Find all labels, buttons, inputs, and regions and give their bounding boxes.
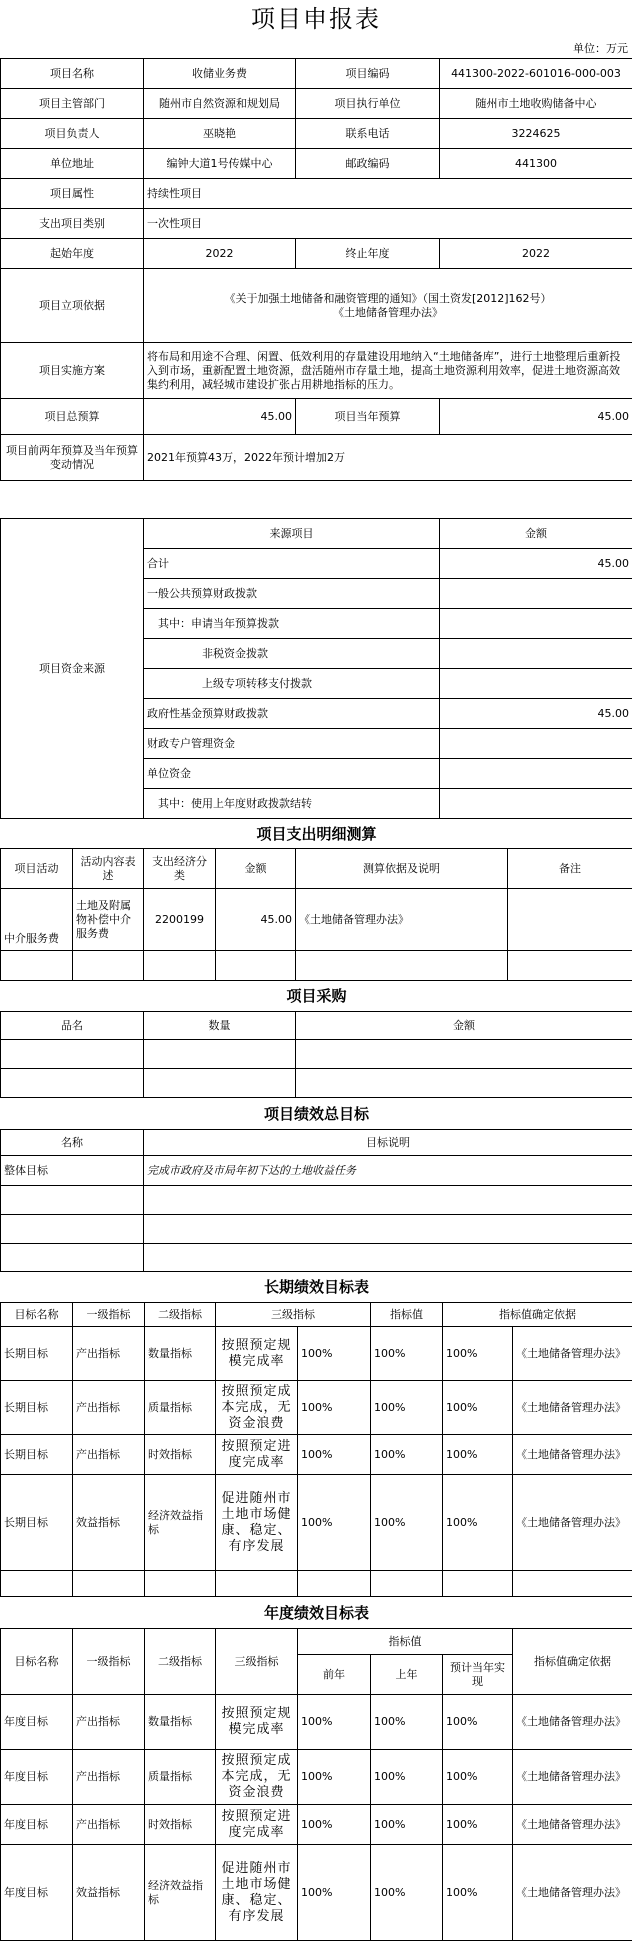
goal-value: 100%: [443, 1381, 513, 1435]
goal-value: 100%: [371, 1695, 443, 1750]
fund-amount: 45.00: [440, 549, 632, 579]
goal-value: 100%: [443, 1695, 513, 1750]
goal-level2: 质量指标: [145, 1750, 216, 1805]
table-row: [1, 435, 632, 481]
field-label: 邮政编码: [296, 149, 440, 179]
col-header: 支出经济分类: [144, 849, 216, 889]
col-header: 金额: [440, 519, 632, 549]
col-header: 指标值: [298, 1629, 513, 1655]
fund-source: 非税资金拨款: [144, 639, 440, 669]
col-subheader: 预计当年实现: [443, 1655, 513, 1695]
table-row: [1, 89, 632, 119]
goal-level1: 效益指标: [73, 1475, 145, 1571]
longterm-goal-table: [0, 1271, 632, 1597]
goal-level1: 产出指标: [73, 1695, 145, 1750]
empty-cell: [216, 1571, 298, 1597]
goal-value: 100%: [298, 1327, 371, 1381]
table-row: [1, 1069, 632, 1098]
goal-value: 100%: [443, 1805, 513, 1845]
expense-basis: 《土地储备管理办法》: [296, 889, 508, 951]
table-row: [1, 1805, 632, 1845]
overall-goal-table: [0, 1097, 632, 1272]
table-row: [1, 1750, 632, 1805]
section-row: [1, 1272, 632, 1303]
col-header: 二级指标: [145, 1629, 216, 1695]
col-header: 一级指标: [73, 1629, 145, 1695]
goal-value: 100%: [443, 1750, 513, 1805]
empty-cell: [73, 1571, 145, 1597]
goal-value: 100%: [298, 1750, 371, 1805]
goal-value: 100%: [371, 1845, 443, 1941]
empty-cell: [1, 1186, 144, 1215]
basis-line: 《土地储备管理办法》: [333, 305, 443, 319]
table-row: [1, 59, 632, 89]
basis-line: 《关于加强土地储备和融资管理的通知》（国土资发[2012]162号）: [224, 291, 552, 305]
col-header: 来源项目: [144, 519, 440, 549]
change-value: 2021年预算43万，2022年预计增加2万: [144, 435, 632, 481]
plan-value: 将布局和用途不合理、闲置、低效利用的存量建设用地纳入“土地储备库”，进行土地整理后重新投入到市场，重新配置土地资源，盘活随州市存量土地，提高土地资源利用效率，促进土地资源高效集约利用，减轻城市建设扩张占用耕地指标的压力。: [144, 343, 632, 399]
empty-cell: [73, 951, 144, 981]
field-label: 项目当年预算: [296, 399, 440, 435]
goal-value: 100%: [443, 1845, 513, 1941]
table-row: [1, 889, 632, 951]
empty-cell: [508, 951, 632, 981]
empty-cell: [1, 1571, 73, 1597]
field-label: 起始年度: [1, 239, 144, 269]
category-value: 一次性项目: [144, 209, 632, 239]
goal-name: 年度目标: [1, 1695, 73, 1750]
col-header: 项目活动: [1, 849, 73, 889]
goal-level1: 效益指标: [73, 1845, 145, 1941]
empty-cell: [1, 1215, 144, 1244]
basis-cell: [144, 269, 632, 343]
empty-cell: [144, 951, 216, 981]
funds-label: 项目资金来源: [1, 519, 144, 819]
col-header: 指标值确定依据: [443, 1303, 632, 1327]
field-label: 单位地址: [1, 149, 144, 179]
empty-cell: [1, 1040, 144, 1069]
table-row: [1, 1156, 632, 1186]
section-row: [1, 981, 632, 1012]
address-value: 编钟大道1号传媒中心: [144, 149, 296, 179]
col-header: 品名: [1, 1012, 144, 1040]
field-label: 联系电话: [296, 119, 440, 149]
empty-cell: [216, 951, 296, 981]
expense-amount: 45.00: [216, 889, 296, 951]
empty-cell: [513, 1571, 632, 1597]
start-year-value: 2022: [144, 239, 296, 269]
goal-level1: 产出指标: [73, 1327, 145, 1381]
overall-goal-description: 完成市政府及市局年初下达的土地收益任务: [144, 1156, 632, 1186]
empty-cell: [296, 1069, 632, 1098]
table-row: [1, 1303, 632, 1327]
goal-value: 100%: [371, 1805, 443, 1845]
project-code-value: 441300-2022-601016-000-003: [440, 59, 632, 89]
fund-amount: 45.00: [440, 699, 632, 729]
empty-cell: [298, 1571, 371, 1597]
procure-section-title: 项目采购: [1, 981, 632, 1012]
table-row: [1, 1629, 632, 1655]
field-label: 项目属性: [1, 179, 144, 209]
dept-value: 随州市自然资源和规划局: [144, 89, 296, 119]
goal-basis: 《土地储备管理办法》: [513, 1381, 632, 1435]
basic-info-table: [0, 58, 632, 481]
table-row: [1, 951, 632, 981]
col-subheader: 上年: [371, 1655, 443, 1695]
goal-name: 长期目标: [1, 1435, 73, 1475]
field-label: 项目名称: [1, 59, 144, 89]
section-row: [1, 1098, 632, 1130]
table-row: [1, 1186, 632, 1215]
goal-level3: 按照预定进度完成率: [216, 1435, 298, 1475]
goal-level2: 经济效益指标: [145, 1475, 216, 1571]
unit-label: 单位：万元: [573, 42, 628, 55]
end-year-value: 2022: [440, 239, 632, 269]
table-row: [1, 1475, 632, 1571]
col-header: 金额: [216, 849, 296, 889]
goal-name: 年度目标: [1, 1845, 73, 1941]
goal-level3: 按照预定规模完成率: [216, 1695, 298, 1750]
table-row: [1, 269, 632, 343]
col-header: 目标说明: [144, 1130, 632, 1156]
owner-value: 巫晓艳: [144, 119, 296, 149]
attr-value: 持续性项目: [144, 179, 632, 209]
goal-basis: 《土地储备管理办法》: [513, 1327, 632, 1381]
field-label: 支出项目类别: [1, 209, 144, 239]
fund-source: 一般公共预算财政拨款: [144, 579, 440, 609]
table-row: [1, 1215, 632, 1244]
table-row: [1, 1040, 632, 1069]
goal-level3: 按照预定成本完成，无资金浪费: [216, 1381, 298, 1435]
table-row: [1, 1012, 632, 1040]
page-title: 项目申报表: [251, 5, 381, 33]
goal-basis: 《土地储备管理办法》: [513, 1845, 632, 1941]
col-header: 测算依据及说明: [296, 849, 508, 889]
fund-amount: [440, 669, 632, 699]
empty-cell: [443, 1571, 513, 1597]
expense-activity: 中介服务费: [1, 889, 73, 951]
exec-unit-value: 随州市土地收购储备中心: [440, 89, 632, 119]
expense-table: [0, 818, 632, 981]
goal-level1: 产出指标: [73, 1805, 145, 1845]
col-header: 三级指标: [216, 1629, 298, 1695]
col-header: 目标名称: [1, 1303, 73, 1327]
field-label: 项目编码: [296, 59, 440, 89]
fund-source: 合计: [144, 549, 440, 579]
goal-name: 长期目标: [1, 1381, 73, 1435]
field-label: 项目立项依据: [1, 269, 144, 343]
field-label: 项目主管部门: [1, 89, 144, 119]
col-header: 二级指标: [145, 1303, 216, 1327]
annual-section-title: 年度绩效目标表: [1, 1597, 632, 1629]
goal-basis: 《土地储备管理办法》: [513, 1695, 632, 1750]
field-label: 项目前两年预算及当年预算变动情况: [1, 435, 144, 481]
field-label: 终止年度: [296, 239, 440, 269]
fund-source: 政府性基金预算财政拨款: [144, 699, 440, 729]
goal-value: 100%: [298, 1695, 371, 1750]
goal-value: 100%: [443, 1327, 513, 1381]
col-header: 数量: [144, 1012, 296, 1040]
table-row: [1, 1130, 632, 1156]
total-budget-value: 45.00: [144, 399, 296, 435]
goal-value: 100%: [298, 1845, 371, 1941]
annual-goal-table: [0, 1596, 632, 1941]
goal-value: 100%: [371, 1750, 443, 1805]
table-row: [1, 849, 632, 889]
zip-value: 441300: [440, 149, 632, 179]
table-row: [1, 209, 632, 239]
goal-value: 100%: [443, 1475, 513, 1571]
fund-source: 其中：申请当年预算拨款: [144, 609, 440, 639]
col-header: 目标名称: [1, 1629, 73, 1695]
goal-name: 年度目标: [1, 1750, 73, 1805]
col-header: 金额: [296, 1012, 632, 1040]
empty-cell: [144, 1215, 632, 1244]
empty-cell: [144, 1069, 296, 1098]
empty-cell: [1, 1244, 144, 1272]
table-row: [1, 149, 632, 179]
phone-value: 3224625: [440, 119, 632, 149]
goal-name: 长期目标: [1, 1475, 73, 1571]
expense-remark: [508, 889, 632, 951]
col-header: 一级指标: [73, 1303, 145, 1327]
goal-value: 100%: [371, 1381, 443, 1435]
goal-level2: 质量指标: [145, 1381, 216, 1435]
expense-description: 土地及附属物补偿中介服务费: [73, 889, 144, 951]
current-budget-value: 45.00: [440, 399, 632, 435]
empty-cell: [371, 1571, 443, 1597]
col-header: 指标值确定依据: [513, 1629, 632, 1695]
table-row: [1, 1435, 632, 1475]
empty-cell: [144, 1186, 632, 1215]
fund-amount: [440, 579, 632, 609]
goal-value: 100%: [298, 1381, 371, 1435]
empty-cell: [1, 951, 73, 981]
table-row: [1, 239, 632, 269]
fund-source: 单位资金: [144, 759, 440, 789]
fund-source: 财政专户管理资金: [144, 729, 440, 759]
expense-classification: 2200199: [144, 889, 216, 951]
expense-section-title: 项目支出明细测算: [1, 819, 632, 849]
empty-cell: [145, 1571, 216, 1597]
empty-cell: [296, 951, 508, 981]
goal-basis: 《土地储备管理办法》: [513, 1475, 632, 1571]
field-label: 项目实施方案: [1, 343, 144, 399]
fund-amount: [440, 609, 632, 639]
table-row: [1, 1244, 632, 1272]
col-header: 指标值: [371, 1303, 443, 1327]
field-label: 项目执行单位: [296, 89, 440, 119]
funds-table: [0, 518, 632, 819]
goal-value: 100%: [443, 1435, 513, 1475]
goal-value: 100%: [371, 1327, 443, 1381]
goal-value: 100%: [298, 1805, 371, 1845]
table-row: [1, 399, 632, 435]
goal-name: 年度目标: [1, 1805, 73, 1845]
goal-value: 100%: [371, 1475, 443, 1571]
fund-amount: [440, 729, 632, 759]
field-label: 项目负责人: [1, 119, 144, 149]
goal-level2: 数量指标: [145, 1327, 216, 1381]
col-header: 三级指标: [216, 1303, 371, 1327]
fund-amount: [440, 759, 632, 789]
procurement-table: [0, 980, 632, 1098]
goal-value: 100%: [298, 1475, 371, 1571]
goal-level3: 按照预定成本完成，无资金浪费: [216, 1750, 298, 1805]
goal-name: 长期目标: [1, 1327, 73, 1381]
col-header: 活动内容表述: [73, 849, 144, 889]
col-header: 名称: [1, 1130, 144, 1156]
table-row: [1, 519, 632, 549]
table-row: [1, 1695, 632, 1750]
col-subheader: 前年: [298, 1655, 371, 1695]
field-label: 项目总预算: [1, 399, 144, 435]
table-row: [1, 343, 632, 399]
goal-level3: 促进随州市土地市场健康、稳定、有序发展: [216, 1845, 298, 1941]
goal-basis: 《土地储备管理办法》: [513, 1750, 632, 1805]
table-row: [1, 1571, 632, 1597]
table-row: [1, 1327, 632, 1381]
goal-basis: 《土地储备管理办法》: [513, 1805, 632, 1845]
section-row: [1, 819, 632, 849]
empty-cell: [144, 1040, 296, 1069]
table-row: [1, 1845, 632, 1941]
fund-amount: [440, 639, 632, 669]
goal-value: 100%: [298, 1435, 371, 1475]
goal-level1: 产出指标: [73, 1750, 145, 1805]
goal-level3: 促进随州市土地市场健康、稳定、有序发展: [216, 1475, 298, 1571]
fund-amount: [440, 789, 632, 819]
project-name-value: 收储业务费: [144, 59, 296, 89]
table-row: [1, 119, 632, 149]
empty-cell: [296, 1040, 632, 1069]
goal-level2: 经济效益指标: [145, 1845, 216, 1941]
section-row: [1, 1597, 632, 1629]
goal-level3: 按照预定规模完成率: [216, 1327, 298, 1381]
goal-level3: 按照预定进度完成率: [216, 1805, 298, 1845]
col-header: 备注: [508, 849, 632, 889]
table-row: [1, 179, 632, 209]
goal-level2: 时效指标: [145, 1435, 216, 1475]
goal-basis: 《土地储备管理办法》: [513, 1435, 632, 1475]
goal-level2: 数量指标: [145, 1695, 216, 1750]
goal-level1: 产出指标: [73, 1381, 145, 1435]
longterm-section-title: 长期绩效目标表: [1, 1272, 632, 1303]
goal-value: 100%: [371, 1435, 443, 1475]
table-row: [1, 1381, 632, 1435]
overall-section-title: 项目绩效总目标: [1, 1098, 632, 1130]
fund-source: 其中：使用上年度财政拨款结转: [144, 789, 440, 819]
overall-goal-name: 整体目标: [1, 1156, 144, 1186]
goal-level2: 时效指标: [145, 1805, 216, 1845]
empty-cell: [144, 1244, 632, 1272]
fund-source: 上级专项转移支付拨款: [144, 669, 440, 699]
goal-level1: 产出指标: [73, 1435, 145, 1475]
empty-cell: [1, 1069, 144, 1098]
